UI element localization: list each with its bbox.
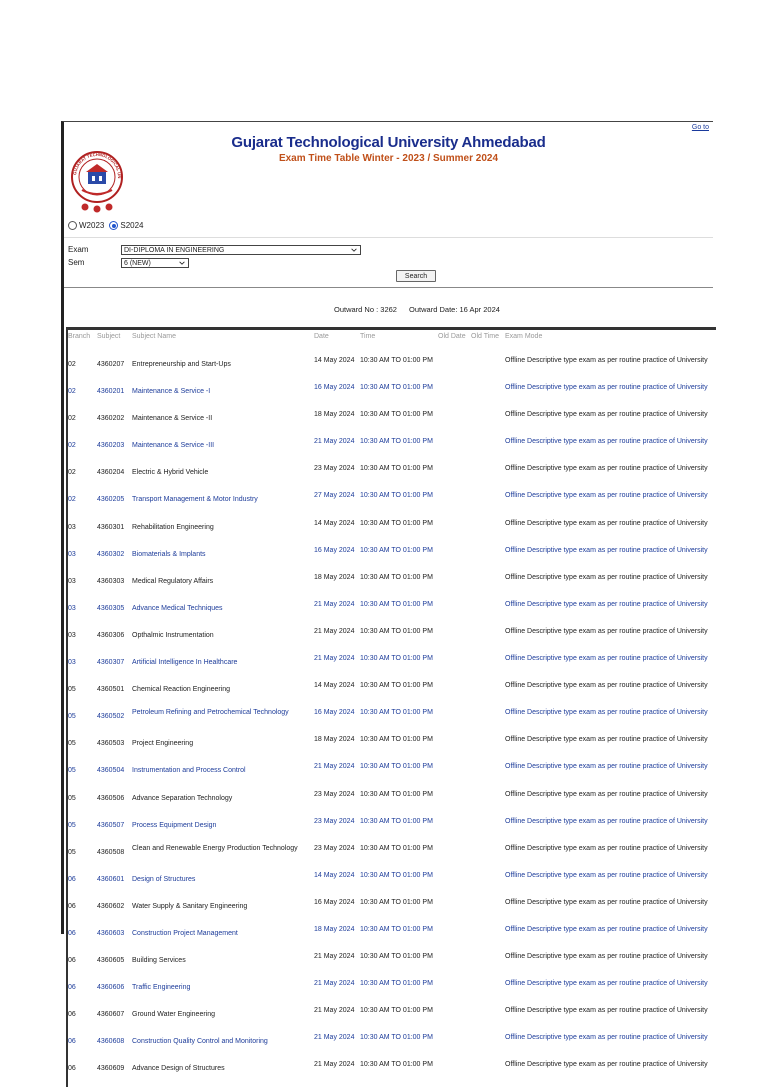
- cell-subject-name: Maintenance & Service -I: [132, 388, 211, 396]
- term-radio-group: [68, 221, 144, 230]
- cell-old-date: [438, 924, 471, 951]
- exam-select-value: DI-DIPLOMA IN ENGINEERING: [124, 247, 225, 254]
- cell-old-time: [471, 897, 505, 924]
- cell-old-time: [471, 843, 505, 870]
- cell-date: 21 May 2024: [314, 1034, 355, 1042]
- cell-subject: 4360303: [97, 577, 125, 585]
- cell-time: 10:30 AM TO 01:00 PM: [360, 357, 433, 364]
- cell-subject: 4360507: [97, 821, 125, 829]
- cell-subject-name: Advance Separation Technology: [132, 794, 233, 802]
- col-header-exam-mode: Exam Mode: [505, 333, 543, 340]
- cell-branch: 05: [68, 767, 76, 775]
- cell-old-date: [438, 1059, 471, 1086]
- cell-old-date: [438, 490, 471, 517]
- cell-subject-name: Design of Structures: [132, 875, 196, 883]
- cell-time: 10:30 AM TO 01:00 PM: [360, 600, 433, 608]
- cell-time: 10:30 AM TO 01:00 PM: [360, 438, 433, 446]
- cell-date: 21 May 2024: [314, 1061, 355, 1069]
- cell-subject: 4360501: [97, 686, 125, 694]
- table-row: [68, 653, 714, 680]
- cell-time: 10:30 AM TO 01:00 PM: [360, 546, 433, 554]
- cell-branch: 05: [68, 821, 76, 829]
- cell-subject: 4360307: [97, 659, 125, 667]
- col-header-branch: Branch: [68, 333, 91, 340]
- cell-subject: 4360204: [97, 469, 125, 477]
- cell-old-time: [471, 572, 505, 599]
- cell-date: 21 May 2024: [314, 980, 355, 988]
- table-row: [68, 924, 714, 951]
- cell-old-date: [438, 355, 471, 382]
- cell-branch: 05: [68, 686, 76, 694]
- table-row: [68, 680, 714, 707]
- cell-old-date: [438, 382, 471, 409]
- cell-subject-name: Medical Regulatory Affairs: [132, 577, 214, 585]
- col-header-old-time: Old Time: [471, 333, 500, 340]
- table-row: [68, 409, 714, 436]
- goto-link[interactable]: Go to: [691, 124, 709, 131]
- table-row: [68, 518, 714, 545]
- cell-date: 14 May 2024: [314, 519, 355, 527]
- cell-subject-name: Maintenance & Service -II: [132, 415, 213, 423]
- table-row: [68, 355, 714, 382]
- cell-old-date: [438, 843, 471, 870]
- cell-old-date: [438, 761, 471, 788]
- cell-subject: 4360502: [97, 713, 125, 721]
- cell-exam-mode: Offline Descriptive type exam as per routine practice of University: [505, 844, 708, 852]
- sem-select-value: 6 (NEW): [124, 260, 151, 267]
- cell-subject-name: Opthalmic Instrumentation: [132, 631, 214, 639]
- cell-time: 10:30 AM TO 01:00 PM: [360, 953, 433, 961]
- cell-subject: 4360504: [97, 767, 125, 775]
- cell-exam-mode: Offline Descriptive type exam as per routine practice of University: [505, 898, 708, 906]
- cell-subject: 4360305: [97, 604, 125, 612]
- radio-w2023-label: W2023: [79, 221, 105, 230]
- cell-old-date: [438, 626, 471, 653]
- cell-old-date: [438, 463, 471, 490]
- cell-branch: 06: [68, 929, 76, 937]
- cell-exam-mode: Offline Descriptive type exam as per routine practice of University: [505, 817, 708, 825]
- table-header-row: [68, 330, 714, 355]
- exam-label: Exam: [68, 245, 89, 254]
- cell-old-date: [438, 707, 471, 734]
- cell-exam-mode: Offline Descriptive type exam as per routine practice of University: [505, 790, 708, 798]
- cell-exam-mode: Offline Descriptive type exam as per routine practice of University: [505, 980, 708, 988]
- cell-exam-mode: Offline Descriptive type exam as per routine practice of University: [505, 357, 708, 364]
- table-row: [68, 463, 714, 490]
- cell-subject-name: Transport Management & Motor Industry: [132, 496, 258, 504]
- cell-old-date: [438, 1005, 471, 1032]
- cell-branch: 05: [68, 740, 76, 748]
- cell-subject: 4360602: [97, 902, 125, 910]
- table-row: [68, 897, 714, 924]
- cell-subject-name: Chemical Reaction Engineering: [132, 686, 231, 694]
- cell-time: 10:30 AM TO 01:00 PM: [360, 844, 433, 852]
- cell-subject: 4360205: [97, 496, 125, 504]
- cell-date: 21 May 2024: [314, 953, 355, 961]
- cell-branch: 05: [68, 713, 76, 721]
- cell-branch: 03: [68, 659, 76, 667]
- sem-label: Sem: [68, 258, 85, 267]
- cell-branch: 02: [68, 415, 76, 423]
- outward-date: Outward Date: 16 Apr 2024: [409, 305, 500, 314]
- table-row: [68, 789, 714, 816]
- cell-branch: 03: [68, 577, 76, 585]
- col-header-subject: Subject: [97, 333, 121, 340]
- cell-branch: 06: [68, 1038, 76, 1046]
- cell-date: 21 May 2024: [314, 600, 355, 608]
- cell-subject-name: Process Equipment Design: [132, 821, 217, 829]
- cell-old-date: [438, 599, 471, 626]
- cell-branch: 06: [68, 1011, 76, 1019]
- cell-subject-name: Water Supply & Sanitary Engineering: [132, 902, 248, 910]
- outward-number: Outward No : 3262: [334, 305, 397, 314]
- cell-time: 10:30 AM TO 01:00 PM: [360, 492, 433, 500]
- cell-subject-name: Biomaterials & Implants: [132, 550, 206, 558]
- sem-select[interactable]: [121, 258, 189, 268]
- cell-old-time: [471, 463, 505, 490]
- cell-subject-name: Maintenance & Service -III: [132, 442, 215, 450]
- cell-exam-mode: Offline Descriptive type exam as per routine practice of University: [505, 465, 708, 473]
- table-row: [68, 816, 714, 843]
- cell-subject-name: Instrumentation and Process Control: [132, 767, 246, 775]
- cell-branch: 06: [68, 957, 76, 965]
- cell-branch: 02: [68, 361, 76, 368]
- radio-w2023[interactable]: [68, 221, 77, 230]
- table-row: [68, 626, 714, 653]
- timetable-frame: [61, 121, 713, 1073]
- cell-date: 16 May 2024: [314, 384, 355, 392]
- cell-date: 16 May 2024: [314, 709, 355, 717]
- cell-branch: 06: [68, 1065, 76, 1073]
- cell-time: 10:30 AM TO 01:00 PM: [360, 790, 433, 798]
- cell-date: 14 May 2024: [314, 357, 355, 364]
- cell-exam-mode: Offline Descriptive type exam as per routine practice of University: [505, 709, 708, 717]
- cell-branch: 03: [68, 604, 76, 612]
- cell-old-time: [471, 626, 505, 653]
- cell-subject: 4360601: [97, 875, 125, 883]
- cell-exam-mode: Offline Descriptive type exam as per routine practice of University: [505, 573, 708, 581]
- cell-branch: 05: [68, 848, 76, 856]
- svg-text:GUJARAT TECHNOLOGICAL UNIVERSI: GUJARAT TECHNOLOGICAL UN: [72, 151, 123, 179]
- cell-exam-mode: Offline Descriptive type exam as per routine practice of University: [505, 492, 708, 500]
- cell-exam-mode: Offline Descriptive type exam as per routine practice of University: [505, 655, 708, 663]
- cell-date: 14 May 2024: [314, 871, 355, 879]
- cell-time: 10:30 AM TO 01:00 PM: [360, 411, 433, 419]
- table-row: [68, 599, 714, 626]
- page-title: Gujarat Technological University Ahmedabad: [231, 134, 546, 151]
- cell-subject: 4360301: [97, 523, 125, 531]
- cell-subject-name: Project Engineering: [132, 740, 194, 748]
- cell-branch: 03: [68, 631, 76, 639]
- cell-time: 10:30 AM TO 01:00 PM: [360, 736, 433, 744]
- cell-time: 10:30 AM TO 01:00 PM: [360, 465, 433, 473]
- cell-exam-mode: Offline Descriptive type exam as per routine practice of University: [505, 1034, 708, 1042]
- cell-old-time: [471, 734, 505, 761]
- timetable: [66, 327, 716, 1087]
- cell-old-time: [471, 951, 505, 978]
- cell-subject-name: Advance Medical Techniques: [132, 604, 223, 612]
- cell-old-date: [438, 789, 471, 816]
- cell-subject-name: Advance Design of Structures: [132, 1065, 225, 1073]
- cell-branch: 06: [68, 875, 76, 883]
- cell-exam-mode: Offline Descriptive type exam as per routine practice of University: [505, 627, 708, 635]
- col-header-time: Time: [360, 333, 376, 340]
- cell-old-date: [438, 545, 471, 572]
- cell-time: 10:30 AM TO 01:00 PM: [360, 898, 433, 906]
- radio-s2024-label: S2024: [120, 221, 144, 230]
- cell-old-date: [438, 951, 471, 978]
- table-row: [68, 951, 714, 978]
- table-row: [68, 1059, 714, 1086]
- cell-old-time: [471, 436, 505, 463]
- table-row: [68, 1005, 714, 1032]
- table-row: [68, 382, 714, 409]
- cell-exam-mode: Offline Descriptive type exam as per routine practice of University: [505, 953, 708, 961]
- cell-date: 16 May 2024: [314, 898, 355, 906]
- cell-time: 10:30 AM TO 01:00 PM: [360, 817, 433, 825]
- cell-exam-mode: Offline Descriptive type exam as per routine practice of University: [505, 736, 708, 744]
- divider: [64, 237, 713, 238]
- cell-time: 10:30 AM TO 01:00 PM: [360, 1061, 433, 1069]
- cell-exam-mode: Offline Descriptive type exam as per routine practice of University: [505, 384, 708, 392]
- cell-old-time: [471, 599, 505, 626]
- cell-time: 10:30 AM TO 01:00 PM: [360, 980, 433, 988]
- cell-time: 10:30 AM TO 01:00 PM: [360, 384, 433, 392]
- cell-branch: 02: [68, 388, 76, 396]
- cell-time: 10:30 AM TO 01:00 PM: [360, 925, 433, 933]
- cell-old-time: [471, 545, 505, 572]
- cell-date: 23 May 2024: [314, 817, 355, 825]
- cell-old-time: [471, 490, 505, 517]
- cell-date: 18 May 2024: [314, 736, 355, 744]
- cell-subject-name: Construction Project Management: [132, 929, 238, 937]
- cell-old-time: [471, 382, 505, 409]
- cell-old-time: [471, 518, 505, 545]
- cell-exam-mode: Offline Descriptive type exam as per routine practice of University: [505, 438, 708, 446]
- cell-old-date: [438, 870, 471, 897]
- cell-branch: 02: [68, 469, 76, 477]
- cell-time: 10:30 AM TO 01:00 PM: [360, 763, 433, 771]
- cell-subject: 4360202: [97, 415, 125, 423]
- cell-subject: 4360608: [97, 1038, 125, 1046]
- cell-exam-mode: Offline Descriptive type exam as per routine practice of University: [505, 546, 708, 554]
- cell-subject: 4360201: [97, 388, 125, 396]
- cell-old-date: [438, 436, 471, 463]
- divider: [64, 287, 713, 288]
- cell-exam-mode: Offline Descriptive type exam as per routine practice of University: [505, 1061, 708, 1069]
- cell-subject: 4360306: [97, 631, 125, 639]
- cell-subject: 4360508: [97, 848, 125, 856]
- cell-old-date: [438, 518, 471, 545]
- cell-subject: 4360609: [97, 1065, 125, 1073]
- table-row: [68, 843, 714, 870]
- cell-subject: 4360203: [97, 442, 125, 450]
- cell-subject-name: Entrepreneurship and Start-Ups: [132, 361, 231, 368]
- table-row: [68, 761, 714, 788]
- cell-old-date: [438, 1032, 471, 1059]
- table-row: [68, 1032, 714, 1059]
- cell-date: 23 May 2024: [314, 790, 355, 798]
- cell-old-time: [471, 924, 505, 951]
- cell-branch: 06: [68, 902, 76, 910]
- cell-exam-mode: Offline Descriptive type exam as per routine practice of University: [505, 925, 708, 933]
- table-row: [68, 436, 714, 463]
- cell-old-date: [438, 409, 471, 436]
- col-header-date: Date: [314, 333, 329, 340]
- cell-time: 10:30 AM TO 01:00 PM: [360, 655, 433, 663]
- cell-branch: 02: [68, 442, 76, 450]
- cell-old-time: [471, 761, 505, 788]
- cell-old-time: [471, 707, 505, 734]
- cell-subject: 4360603: [97, 929, 125, 937]
- cell-date: 21 May 2024: [314, 655, 355, 663]
- cell-old-time: [471, 1005, 505, 1032]
- cell-subject: 4360605: [97, 957, 125, 965]
- cell-date: 23 May 2024: [314, 844, 355, 852]
- cell-exam-mode: Offline Descriptive type exam as per routine practice of University: [505, 1007, 708, 1015]
- outward-info: [334, 305, 510, 314]
- cell-date: 14 May 2024: [314, 682, 355, 690]
- cell-time: 10:30 AM TO 01:00 PM: [360, 1007, 433, 1015]
- timetable-table: [68, 330, 714, 1087]
- chevron-down-icon: [179, 260, 185, 266]
- col-header-old-date: Old Date: [438, 333, 466, 340]
- cell-exam-mode: Offline Descriptive type exam as per routine practice of University: [505, 682, 708, 690]
- cell-date: 21 May 2024: [314, 763, 355, 771]
- cell-date: 21 May 2024: [314, 627, 355, 635]
- cell-old-time: [471, 816, 505, 843]
- cell-old-date: [438, 653, 471, 680]
- table-row: [68, 572, 714, 599]
- cell-subject-name: Rehabilitation Engineering: [132, 523, 214, 531]
- cell-subject: 4360607: [97, 1011, 125, 1019]
- cell-date: 21 May 2024: [314, 438, 355, 446]
- table-row: [68, 870, 714, 897]
- cell-exam-mode: Offline Descriptive type exam as per routine practice of University: [505, 763, 708, 771]
- cell-date: 23 May 2024: [314, 465, 355, 473]
- cell-subject-name: Construction Quality Control and Monitoring: [132, 1038, 268, 1046]
- cell-subject: 4360302: [97, 550, 125, 558]
- cell-subject-name: Petroleum Refining and Petrochemical Technology: [132, 709, 289, 717]
- cell-subject: 4360207: [97, 361, 125, 368]
- cell-time: 10:30 AM TO 01:00 PM: [360, 519, 433, 527]
- cell-old-time: [471, 653, 505, 680]
- cell-old-time: [471, 978, 505, 1005]
- cell-time: 10:30 AM TO 01:00 PM: [360, 682, 433, 690]
- radio-s2024[interactable]: [109, 221, 118, 230]
- cell-time: 10:30 AM TO 01:00 PM: [360, 1034, 433, 1042]
- cell-subject-name: Artificial Intelligence In Healthcare: [132, 659, 238, 667]
- table-row: [68, 707, 714, 734]
- cell-old-time: [471, 409, 505, 436]
- cell-old-date: [438, 816, 471, 843]
- cell-old-date: [438, 680, 471, 707]
- col-header-subject-name: Subject Name: [132, 333, 176, 340]
- cell-branch: 03: [68, 523, 76, 531]
- cell-time: 10:30 AM TO 01:00 PM: [360, 573, 433, 581]
- cell-date: 18 May 2024: [314, 925, 355, 933]
- page-subtitle: Exam Time Table Winter - 2023 / Summer 2024: [278, 153, 499, 164]
- cell-exam-mode: Offline Descriptive type exam as per routine practice of University: [505, 519, 708, 527]
- chevron-down-icon: [351, 247, 357, 253]
- cell-branch: 03: [68, 550, 76, 558]
- cell-exam-mode: Offline Descriptive type exam as per routine practice of University: [505, 411, 708, 419]
- cell-date: 21 May 2024: [314, 1007, 355, 1015]
- cell-branch: 06: [68, 984, 76, 992]
- cell-subject-name: Traffic Engineering: [132, 984, 191, 992]
- cell-branch: 02: [68, 496, 76, 504]
- cell-subject-name: Building Services: [132, 957, 186, 965]
- cell-subject: 4360503: [97, 740, 125, 748]
- table-row: [68, 978, 714, 1005]
- cell-old-date: [438, 572, 471, 599]
- cell-old-time: [471, 870, 505, 897]
- cell-date: 18 May 2024: [314, 411, 355, 419]
- table-row: [68, 734, 714, 761]
- cell-exam-mode: Offline Descriptive type exam as per routine practice of University: [505, 600, 708, 608]
- cell-subject: 4360606: [97, 984, 125, 992]
- table-row: [68, 490, 714, 517]
- cell-time: 10:30 AM TO 01:00 PM: [360, 709, 433, 717]
- cell-subject-name: Ground Water Engineering: [132, 1011, 216, 1019]
- table-row: [68, 545, 714, 572]
- cell-old-time: [471, 1059, 505, 1086]
- cell-old-date: [438, 978, 471, 1005]
- cell-time: 10:30 AM TO 01:00 PM: [360, 871, 433, 879]
- cell-date: 16 May 2024: [314, 546, 355, 554]
- cell-time: 10:30 AM TO 01:00 PM: [360, 627, 433, 635]
- cell-date: 27 May 2024: [314, 492, 355, 500]
- cell-date: 18 May 2024: [314, 573, 355, 581]
- cell-subject: 4360506: [97, 794, 125, 802]
- cell-old-time: [471, 680, 505, 707]
- exam-select[interactable]: [121, 245, 361, 255]
- cell-subject-name: Electric & Hybrid Vehicle: [132, 469, 209, 477]
- cell-old-date: [438, 897, 471, 924]
- cell-old-time: [471, 789, 505, 816]
- cell-old-time: [471, 1032, 505, 1059]
- cell-old-date: [438, 734, 471, 761]
- cell-old-time: [471, 355, 505, 382]
- search-button[interactable]: Search: [396, 270, 436, 282]
- cell-branch: 05: [68, 794, 76, 802]
- cell-exam-mode: Offline Descriptive type exam as per routine practice of University: [505, 871, 708, 879]
- cell-subject-name: Clean and Renewable Energy Production Technology: [132, 844, 298, 852]
